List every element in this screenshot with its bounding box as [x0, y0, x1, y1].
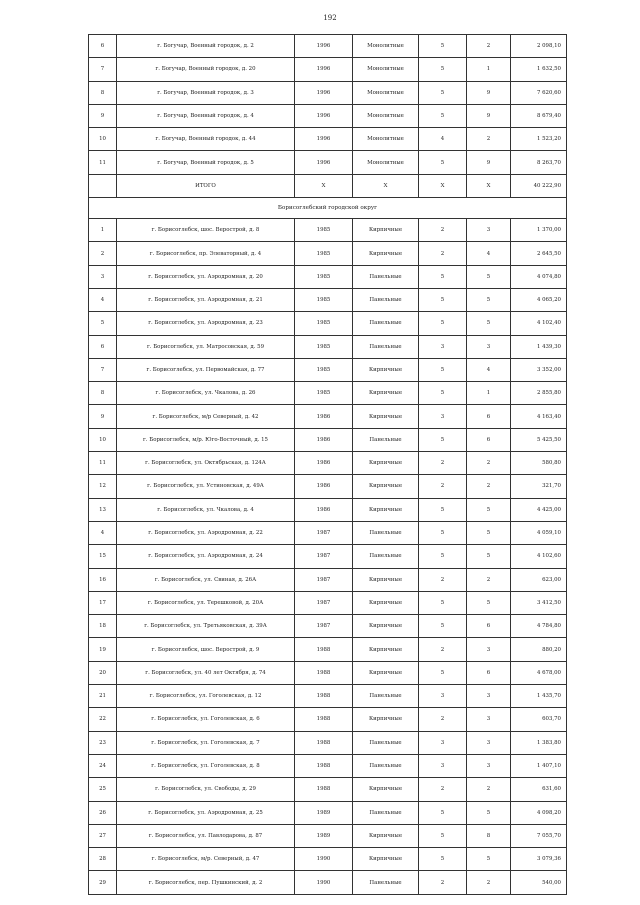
floors-cell: 2: [419, 219, 467, 242]
address-cell: г. Богучар, Военный городок, д. 44: [117, 128, 295, 151]
area-cell: 4 098,20: [511, 801, 567, 824]
address-cell: г. Богучар, Военный городок, д. 5: [117, 151, 295, 174]
floors-cell: Х: [419, 174, 467, 197]
area-cell: 7 620,60: [511, 81, 567, 104]
row-number: 20: [89, 661, 117, 684]
entrances-cell: 4: [467, 358, 511, 381]
material-cell: Панельные: [353, 731, 419, 754]
row-number: 6: [89, 335, 117, 358]
table-row: [89, 104, 567, 127]
row-number: 21: [89, 685, 117, 708]
year-cell: 1985: [295, 242, 353, 265]
row-number: 22: [89, 708, 117, 731]
year-cell: 1985: [295, 358, 353, 381]
material-cell: Кирпичные: [353, 848, 419, 871]
year-cell: 1996: [295, 104, 353, 127]
floors-cell: 5: [419, 521, 467, 544]
table-row: [89, 58, 567, 81]
entrances-cell: 2: [467, 452, 511, 475]
area-cell: 2 855,80: [511, 382, 567, 405]
address-cell: г. Борисоглебск, ул. 40 лет Октября, д. 74: [117, 661, 295, 684]
address-cell: г. Борисоглебск, ул. Павлодарова, д. 87: [117, 824, 295, 847]
material-cell: Кирпичные: [353, 382, 419, 405]
address-cell: г. Богучар, Военный городок, д. 4: [117, 104, 295, 127]
total-row: [89, 174, 567, 197]
material-cell: Панельные: [353, 312, 419, 335]
table-row: [89, 265, 567, 288]
floors-cell: 2: [419, 568, 467, 591]
year-cell: 1986: [295, 405, 353, 428]
material-cell: Кирпичные: [353, 242, 419, 265]
area-cell: 1 383,80: [511, 731, 567, 754]
entrances-cell: 8: [467, 824, 511, 847]
table-row: [89, 824, 567, 847]
table-row: [89, 498, 567, 521]
address-cell: г. Борисоглебск, ул. Гоголевская, д. 8: [117, 754, 295, 777]
table-row: [89, 358, 567, 381]
material-cell: Панельные: [353, 545, 419, 568]
material-cell: Монолитные: [353, 35, 419, 58]
year-cell: 1990: [295, 848, 353, 871]
row-number: 28: [89, 848, 117, 871]
material-cell: Монолитные: [353, 58, 419, 81]
entrances-cell: 6: [467, 615, 511, 638]
year-cell: 1986: [295, 498, 353, 521]
material-cell: Панельные: [353, 685, 419, 708]
area-cell: 4 425,00: [511, 498, 567, 521]
address-cell: г. Борисоглебск, ул. Аэродромная, д. 22: [117, 521, 295, 544]
area-cell: 623,00: [511, 568, 567, 591]
table-row: [89, 428, 567, 451]
address-cell: г. Борисоглебск, ул. Первомайская, д. 77: [117, 358, 295, 381]
entrances-cell: 6: [467, 405, 511, 428]
table-row: [89, 731, 567, 754]
area-cell: 4 678,00: [511, 661, 567, 684]
table-row: [89, 778, 567, 801]
material-cell: Кирпичные: [353, 778, 419, 801]
entrances-cell: 3: [467, 708, 511, 731]
floors-cell: 5: [419, 591, 467, 614]
address-cell: г. Борисоглебск, шос. Верострой, д. 8: [117, 219, 295, 242]
address-cell: г. Борисоглебск, ул. Чкалова, д. 26: [117, 382, 295, 405]
entrances-cell: 2: [467, 871, 511, 894]
row-number: 26: [89, 801, 117, 824]
area-cell: 3 412,50: [511, 591, 567, 614]
area-cell: 1 523,20: [511, 128, 567, 151]
table-body: [89, 35, 567, 895]
floors-cell: 5: [419, 545, 467, 568]
year-cell: 1996: [295, 81, 353, 104]
table-row: [89, 521, 567, 544]
material-cell: Кирпичные: [353, 475, 419, 498]
address-cell: ИТОГО: [117, 174, 295, 197]
year-cell: Х: [295, 174, 353, 197]
area-cell: 1 632,50: [511, 58, 567, 81]
year-cell: 1986: [295, 428, 353, 451]
area-cell: 1 439,30: [511, 335, 567, 358]
year-cell: 1989: [295, 801, 353, 824]
area-cell: 3 079,36: [511, 848, 567, 871]
entrances-cell: 5: [467, 545, 511, 568]
table-row: [89, 335, 567, 358]
address-cell: г. Борисоглебск, ул. Гоголевская, д. 6: [117, 708, 295, 731]
entrances-cell: 3: [467, 335, 511, 358]
year-cell: 1987: [295, 568, 353, 591]
entrances-cell: 6: [467, 661, 511, 684]
floors-cell: 2: [419, 242, 467, 265]
material-cell: Монолитные: [353, 104, 419, 127]
year-cell: 1996: [295, 35, 353, 58]
floors-cell: 2: [419, 475, 467, 498]
area-cell: 8 679,40: [511, 104, 567, 127]
address-cell: г. Борисоглебск, ул. Аэродромная, д. 20: [117, 265, 295, 288]
material-cell: Панельные: [353, 288, 419, 311]
material-cell: Кирпичные: [353, 591, 419, 614]
entrances-cell: 5: [467, 265, 511, 288]
area-cell: 4 102,60: [511, 545, 567, 568]
address-cell: г. Борисоглебск, ул. Аэродромная, д. 23: [117, 312, 295, 335]
floors-cell: 2: [419, 708, 467, 731]
material-cell: Панельные: [353, 265, 419, 288]
row-number: 4: [89, 288, 117, 311]
area-cell: 2 098,10: [511, 35, 567, 58]
row-number: 11: [89, 452, 117, 475]
address-cell: г. Борисоглебск, ул. Свободы, д. 29: [117, 778, 295, 801]
floors-cell: 3: [419, 335, 467, 358]
table-row: [89, 848, 567, 871]
floors-cell: 5: [419, 358, 467, 381]
year-cell: 1985: [295, 219, 353, 242]
year-cell: 1996: [295, 151, 353, 174]
area-cell: 1 435,70: [511, 685, 567, 708]
address-cell: г. Борисоглебск, ул. Чкалова, д. 4: [117, 498, 295, 521]
address-cell: г. Борисоглебск, м/р. Юго-Восточный, д. 15: [117, 428, 295, 451]
row-number: 9: [89, 405, 117, 428]
area-cell: 4 784,80: [511, 615, 567, 638]
entrances-cell: 5: [467, 498, 511, 521]
table-row: [89, 382, 567, 405]
material-cell: Х: [353, 174, 419, 197]
table-row: [89, 219, 567, 242]
address-cell: г. Борисоглебск, ул. Гоголевская, д. 7: [117, 731, 295, 754]
floors-cell: 3: [419, 754, 467, 777]
year-cell: 1996: [295, 58, 353, 81]
area-cell: 4 163,40: [511, 405, 567, 428]
row-number: 23: [89, 731, 117, 754]
year-cell: 1988: [295, 754, 353, 777]
year-cell: 1996: [295, 128, 353, 151]
row-number: 3: [89, 265, 117, 288]
row-number: 29: [89, 871, 117, 894]
entrances-cell: 9: [467, 81, 511, 104]
area-cell: 880,20: [511, 638, 567, 661]
entrances-cell: 9: [467, 104, 511, 127]
year-cell: 1987: [295, 521, 353, 544]
address-cell: г. Борисоглебск, ул. Терешковой, д. 20А: [117, 591, 295, 614]
material-cell: Кирпичные: [353, 661, 419, 684]
floors-cell: 5: [419, 661, 467, 684]
entrances-cell: 2: [467, 778, 511, 801]
table-row: [89, 545, 567, 568]
entrances-cell: 5: [467, 521, 511, 544]
row-number: 11: [89, 151, 117, 174]
material-cell: Панельные: [353, 754, 419, 777]
row-number: 13: [89, 498, 117, 521]
table-row: [89, 405, 567, 428]
year-cell: 1986: [295, 452, 353, 475]
area-cell: 580,80: [511, 452, 567, 475]
floors-cell: 5: [419, 81, 467, 104]
area-cell: 603,70: [511, 708, 567, 731]
year-cell: 1985: [295, 265, 353, 288]
table-row: [89, 35, 567, 58]
entrances-cell: 3: [467, 219, 511, 242]
year-cell: 1987: [295, 615, 353, 638]
entrances-cell: 5: [467, 801, 511, 824]
entrances-cell: 5: [467, 591, 511, 614]
row-number: 9: [89, 104, 117, 127]
table-row: [89, 568, 567, 591]
floors-cell: 5: [419, 848, 467, 871]
area-cell: 7 055,70: [511, 824, 567, 847]
row-number: 27: [89, 824, 117, 847]
table-row: [89, 638, 567, 661]
year-cell: 1988: [295, 638, 353, 661]
material-cell: Панельные: [353, 521, 419, 544]
year-cell: 1987: [295, 591, 353, 614]
address-cell: г. Борисоглебск, ул. Гоголевская, д. 12: [117, 685, 295, 708]
year-cell: 1987: [295, 545, 353, 568]
floors-cell: 2: [419, 871, 467, 894]
row-number: 12: [89, 475, 117, 498]
floors-cell: 5: [419, 104, 467, 127]
table-row: [89, 242, 567, 265]
material-cell: Кирпичные: [353, 498, 419, 521]
material-cell: Кирпичные: [353, 824, 419, 847]
page-number: 192: [323, 14, 337, 22]
row-number: 25: [89, 778, 117, 801]
row-number: 2: [89, 242, 117, 265]
year-cell: 1988: [295, 778, 353, 801]
year-cell: 1985: [295, 335, 353, 358]
address-cell: г. Борисоглебск, ул. Третьяковская, д. 39А: [117, 615, 295, 638]
material-cell: Монолитные: [353, 81, 419, 104]
address-cell: г. Богучар, Военный городок, д. 2: [117, 35, 295, 58]
floors-cell: 5: [419, 58, 467, 81]
table-row: [89, 81, 567, 104]
floors-cell: 3: [419, 731, 467, 754]
area-cell: 321,70: [511, 475, 567, 498]
floors-cell: 5: [419, 265, 467, 288]
address-cell: г. Борисоглебск, м/р Северный, д. 42: [117, 405, 295, 428]
row-number: [89, 174, 117, 197]
floors-cell: 5: [419, 824, 467, 847]
table-row: [89, 708, 567, 731]
material-cell: Кирпичные: [353, 638, 419, 661]
table-row: [89, 151, 567, 174]
floors-cell: 5: [419, 615, 467, 638]
year-cell: 1988: [295, 708, 353, 731]
entrances-cell: 3: [467, 685, 511, 708]
table-row: [89, 754, 567, 777]
material-cell: Кирпичные: [353, 358, 419, 381]
entrances-cell: 2: [467, 475, 511, 498]
floors-cell: 5: [419, 151, 467, 174]
material-cell: Кирпичные: [353, 219, 419, 242]
row-number: 7: [89, 58, 117, 81]
row-number: 8: [89, 81, 117, 104]
entrances-cell: 1: [467, 58, 511, 81]
material-cell: Панельные: [353, 871, 419, 894]
table-row: [89, 685, 567, 708]
year-cell: 1988: [295, 685, 353, 708]
year-cell: 1990: [295, 871, 353, 894]
housing-table: [88, 34, 567, 895]
table-row: [89, 128, 567, 151]
table-row: [89, 615, 567, 638]
year-cell: 1988: [295, 661, 353, 684]
table-row: [89, 475, 567, 498]
address-cell: г. Борисоглебск, ул. Свиная, д. 26А: [117, 568, 295, 591]
year-cell: 1986: [295, 475, 353, 498]
area-cell: 4 074,80: [511, 265, 567, 288]
address-cell: г. Борисоглебск, ул. Устиновская, д. 49А: [117, 475, 295, 498]
year-cell: 1988: [295, 731, 353, 754]
year-cell: 1985: [295, 288, 353, 311]
material-cell: Панельные: [353, 335, 419, 358]
row-number: 16: [89, 568, 117, 591]
entrances-cell: 3: [467, 731, 511, 754]
row-number: 18: [89, 615, 117, 638]
material-cell: Кирпичные: [353, 708, 419, 731]
table-row: [89, 871, 567, 894]
address-cell: г. Богучар, Военный городок, д. 20: [117, 58, 295, 81]
entrances-cell: 4: [467, 242, 511, 265]
row-number: 5: [89, 312, 117, 335]
row-number: 4: [89, 521, 117, 544]
material-cell: Кирпичные: [353, 615, 419, 638]
material-cell: Кирпичные: [353, 405, 419, 428]
area-cell: 2 645,50: [511, 242, 567, 265]
table-row: [89, 288, 567, 311]
row-number: 19: [89, 638, 117, 661]
floors-cell: 4: [419, 128, 467, 151]
address-cell: г. Борисоглебск, ул. Матросовская, д. 59: [117, 335, 295, 358]
row-number: 10: [89, 428, 117, 451]
entrances-cell: 5: [467, 288, 511, 311]
floors-cell: 5: [419, 312, 467, 335]
floors-cell: 3: [419, 685, 467, 708]
section-title: Борисоглебский городской округ: [89, 198, 567, 219]
address-cell: г. Борисоглебск, пер. Пушкинский, д. 2: [117, 871, 295, 894]
row-number: 15: [89, 545, 117, 568]
entrances-cell: 3: [467, 638, 511, 661]
floors-cell: 2: [419, 452, 467, 475]
address-cell: г. Борисоглебск, шос. Верострой, д. 9: [117, 638, 295, 661]
table-row: [89, 661, 567, 684]
table-row: [89, 591, 567, 614]
floors-cell: 5: [419, 428, 467, 451]
area-cell: 1 407,10: [511, 754, 567, 777]
area-cell: 3 352,00: [511, 358, 567, 381]
floors-cell: 5: [419, 801, 467, 824]
entrances-cell: 9: [467, 151, 511, 174]
entrances-cell: 3: [467, 754, 511, 777]
floors-cell: 5: [419, 498, 467, 521]
entrances-cell: 2: [467, 35, 511, 58]
area-cell: 1 370,00: [511, 219, 567, 242]
table-row: [89, 452, 567, 475]
entrances-cell: 2: [467, 128, 511, 151]
row-number: 7: [89, 358, 117, 381]
table-row: [89, 801, 567, 824]
table-row: [89, 312, 567, 335]
row-number: 8: [89, 382, 117, 405]
row-number: 6: [89, 35, 117, 58]
material-cell: Кирпичные: [353, 568, 419, 591]
row-number: 1: [89, 219, 117, 242]
row-number: 10: [89, 128, 117, 151]
address-cell: г. Борисоглебск, ул. Аэродромная, д. 25: [117, 801, 295, 824]
area-cell: 4 059,10: [511, 521, 567, 544]
floors-cell: 5: [419, 288, 467, 311]
area-cell: 540,00: [511, 871, 567, 894]
entrances-cell: 1: [467, 382, 511, 405]
section-row: [89, 198, 567, 219]
entrances-cell: 5: [467, 848, 511, 871]
material-cell: Монолитные: [353, 151, 419, 174]
address-cell: г. Богучар, Военный городок, д. 3: [117, 81, 295, 104]
area-cell: 4 065,20: [511, 288, 567, 311]
area-cell: 631,60: [511, 778, 567, 801]
material-cell: Монолитные: [353, 128, 419, 151]
address-cell: г. Борисоглебск, пр. Элеваторный, д. 4: [117, 242, 295, 265]
year-cell: 1989: [295, 824, 353, 847]
entrances-cell: Х: [467, 174, 511, 197]
address-cell: г. Борисоглебск, ул. Октябрьская, д. 124А: [117, 452, 295, 475]
floors-cell: 2: [419, 778, 467, 801]
row-number: 24: [89, 754, 117, 777]
floors-cell: 3: [419, 405, 467, 428]
address-cell: г. Борисоглебск, ул. Аэродромная, д. 24: [117, 545, 295, 568]
floors-cell: 5: [419, 35, 467, 58]
material-cell: Кирпичные: [353, 452, 419, 475]
floors-cell: 5: [419, 382, 467, 405]
address-cell: г. Борисоглебск, ул. Аэродромная, д. 21: [117, 288, 295, 311]
material-cell: Панельные: [353, 428, 419, 451]
entrances-cell: 2: [467, 568, 511, 591]
area-cell: 4 102,40: [511, 312, 567, 335]
row-number: 17: [89, 591, 117, 614]
area-cell: 5 425,50: [511, 428, 567, 451]
year-cell: 1985: [295, 312, 353, 335]
address-cell: г. Борисоглебск, м/р. Северный, д. 47: [117, 848, 295, 871]
material-cell: Панельные: [353, 801, 419, 824]
area-cell: 8 263,70: [511, 151, 567, 174]
year-cell: 1985: [295, 382, 353, 405]
entrances-cell: 6: [467, 428, 511, 451]
floors-cell: 2: [419, 638, 467, 661]
area-cell: 40 222,90: [511, 174, 567, 197]
entrances-cell: 5: [467, 312, 511, 335]
